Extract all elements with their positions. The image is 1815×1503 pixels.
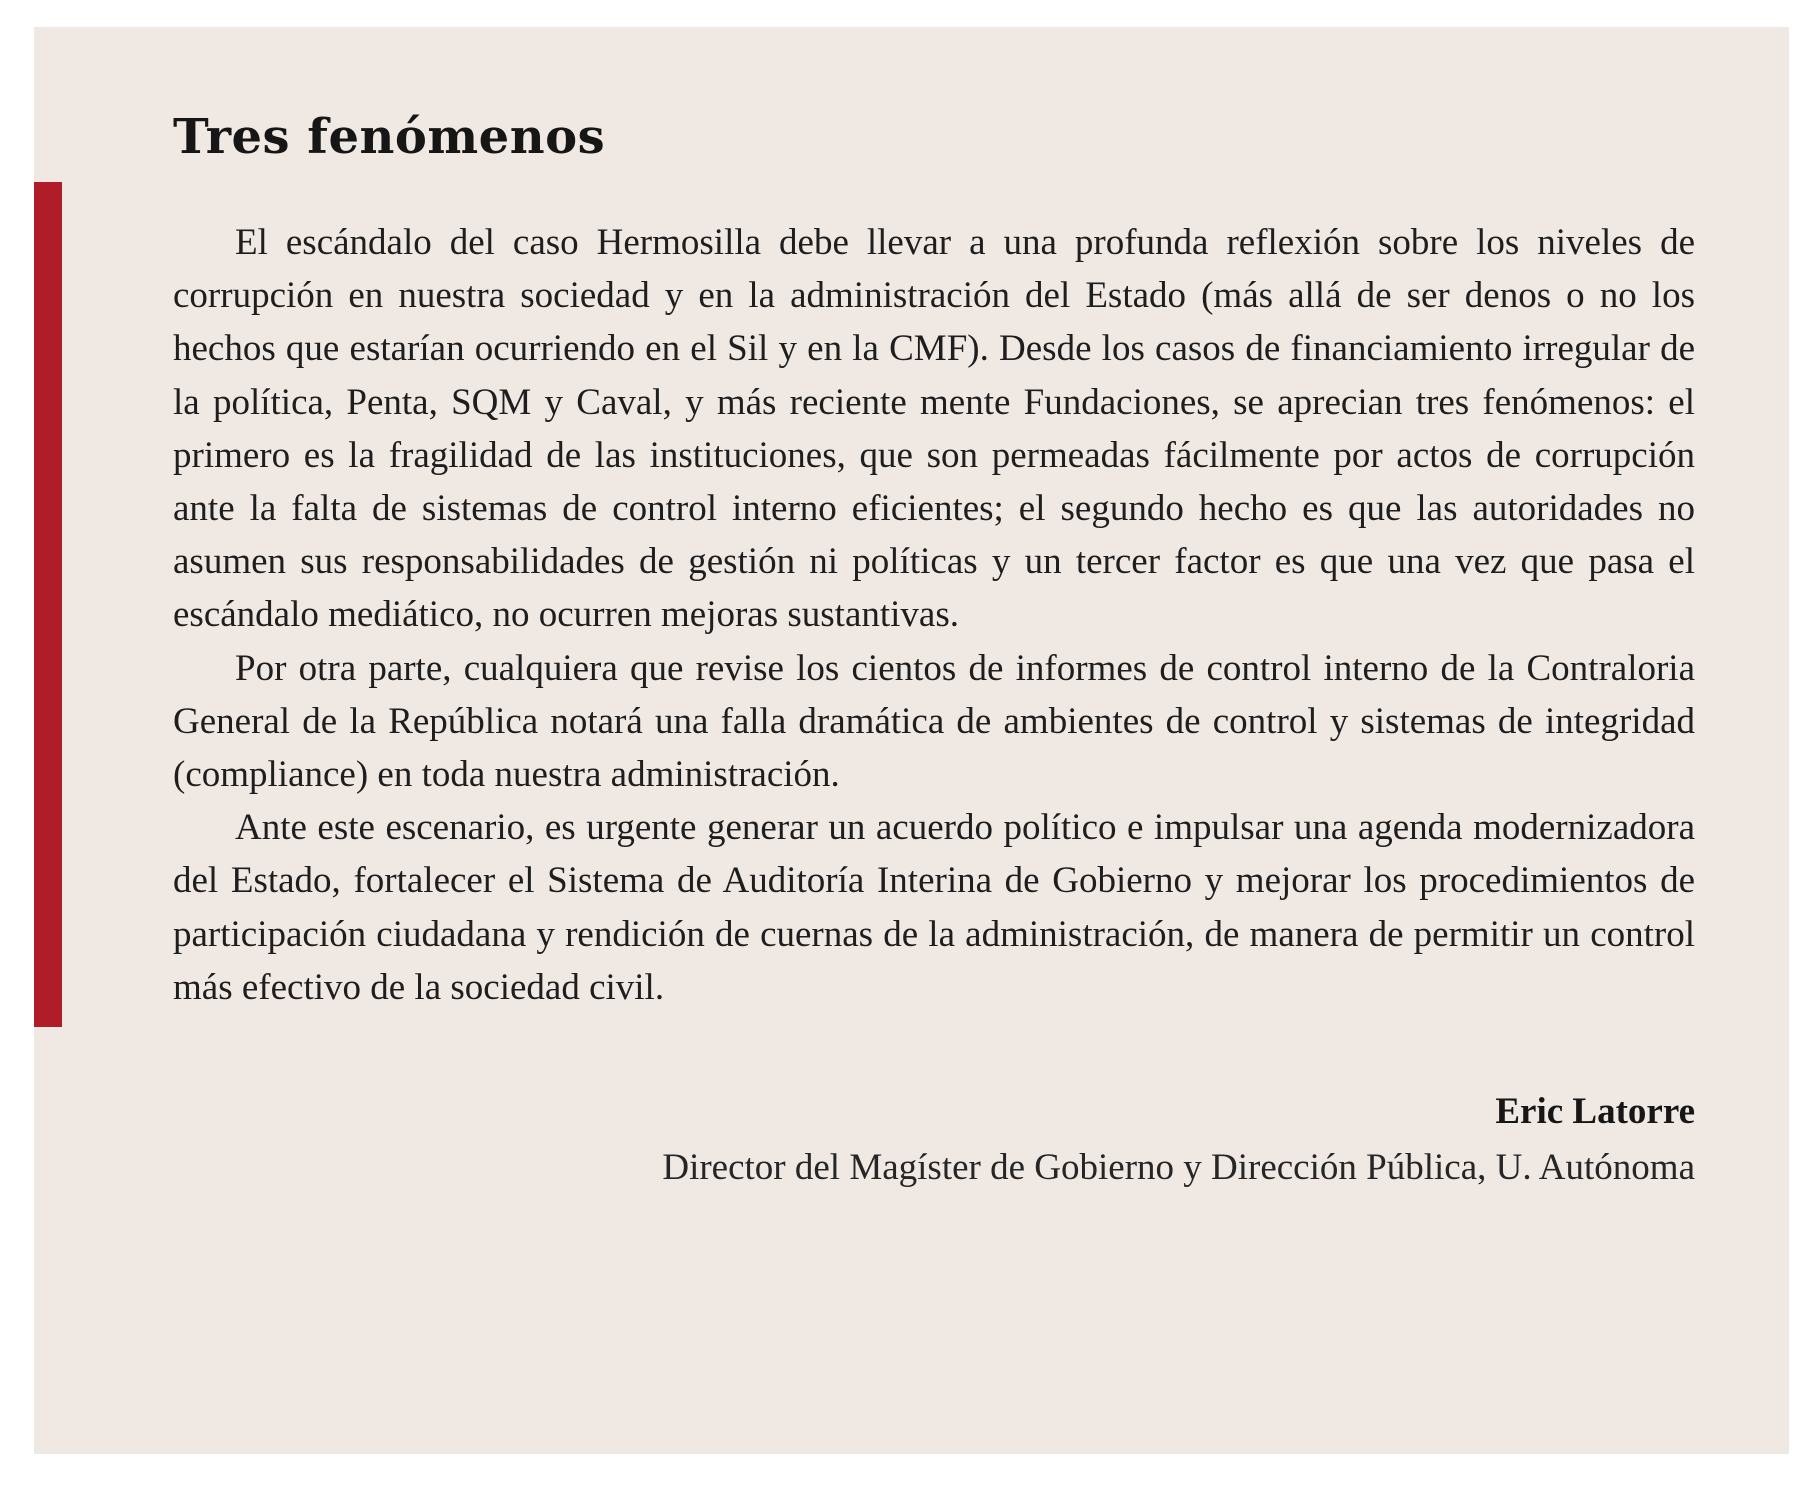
- letter-content: [173, 100, 1695, 1196]
- accent-bar: [34, 182, 62, 1027]
- paragraph-1: El escándalo del caso Hermosilla debe llevar a una profunda reflexión sobre los niveles de corrupción en nuestra sociedad y en la administración del Estado (más allá de ser denos o no los hechos que estarían ocurriendo en el Sil y en la CMF). Desde los casos de financiamiento irregular de la política, Penta, SQM y Caval, y más reciente mente Fundaciones, se aprecian tres fenómenos: el primero es la fragilidad de las instituciones, que son permeadas fácilmente por actos de corrupción ante la falta de sistemas de control interno eficientes; el segundo hecho es que las autoridades no asumen sus responsabilidades de gestión ni políticas y un tercer factor es que una vez que pasa el escándalo mediático, no ocurren mejoras sustantivas.: [173, 222, 1695, 636]
- paragraph-3: Ante este escenario, es urgente generar un acuerdo político e impulsar una agenda modernizadora del Estado, fortalecer el Sistema de Auditoría Interina de Gobierno y mejorar los procedimientos de participación ciudadana y rendición de cuernas de la administración, de manera de permitir un control más efectivo de la sociedad civil.: [173, 807, 1695, 1008]
- signature-block: [173, 1084, 1695, 1196]
- paragraph-2: Por otra parte, cualquiera que revise los cientos de informes de control interno de la Contraloria General de la República notará una falla dramática de ambientes de control y sistemas de integridad (compliance) en toda nuestra administración.: [173, 647, 1695, 796]
- article-body: [173, 216, 1695, 1014]
- article-title: Tres fenómenos: [173, 109, 606, 165]
- author-name: Eric Latorre: [1495, 1091, 1695, 1133]
- author-title: Director del Magíster de Gobierno y Dirección Pública, U. Autónoma: [662, 1147, 1695, 1189]
